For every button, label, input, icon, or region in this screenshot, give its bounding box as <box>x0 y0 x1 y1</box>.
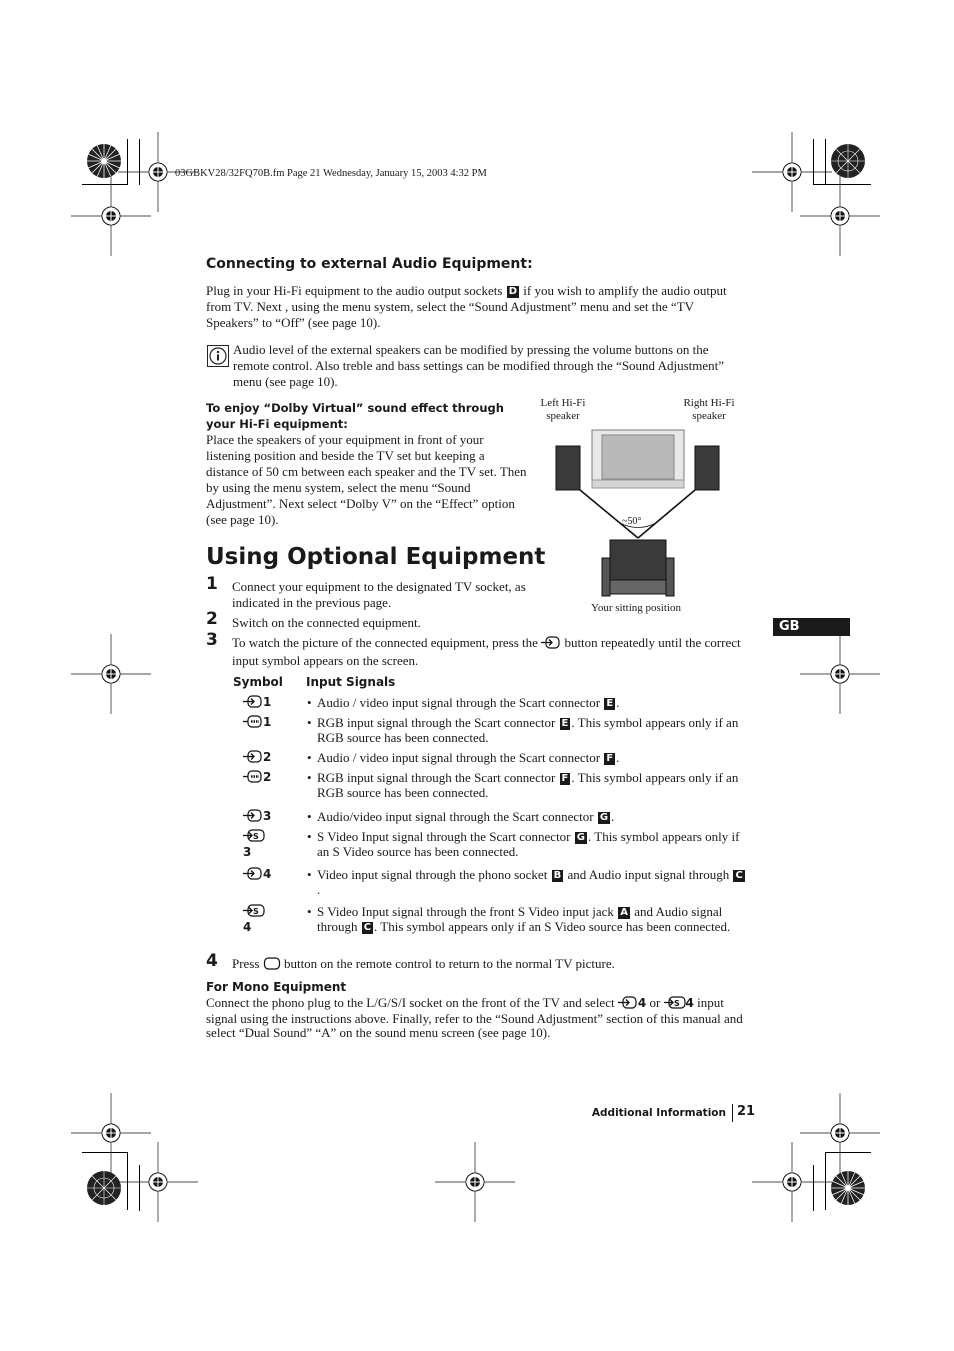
symbol-number: 3 <box>263 809 272 823</box>
symbol-number: 3 <box>243 845 252 859</box>
step-number: 2 <box>206 609 218 629</box>
page-title: Using Optional Equipment <box>206 544 546 570</box>
section-heading: Connecting to external Audio Equipment: <box>206 256 533 272</box>
signal-description: RGB input signal through the Scart connector F . This symbol appears only if an RGB source has been connected. <box>317 770 739 800</box>
input-select-icon <box>541 636 561 653</box>
angle-label: ~50° <box>622 516 642 527</box>
bullet: • <box>307 770 312 785</box>
s-video-input-icon <box>243 904 265 920</box>
info-note: Audio level of the external speakers can be modified by pressing the volume buttons on the remote control. Also treble and bass settings can be modified through the “Sound Adjustment” menu (see page 10). <box>233 342 725 389</box>
bullet: • <box>307 809 312 824</box>
svg-text:S: S <box>253 907 259 916</box>
info-icon <box>207 345 229 372</box>
crosshair-icon <box>71 634 151 719</box>
signal-description: RGB input signal through the Scart connector E . This symbol appears only if an RGB source has been connected. <box>317 715 739 745</box>
av-input-icon <box>243 809 263 825</box>
av-input-icon <box>243 695 263 711</box>
connector-label: E <box>561 718 569 729</box>
signal-description: Audio/video input signal through the Scart connector G . <box>317 809 615 824</box>
footer-section: Additional Information <box>591 1107 726 1119</box>
bullet: • <box>307 750 312 765</box>
dolby-paragraph: Place the speakers of your equipment in front of your listening position and beside the TV set but keeping a distance of 50 cm between each speaker and the TV set. Then by using the menu system, select the menu “Sound Adjustment”. Next select “Dolby V” on the “Effect” option (see page 10). <box>206 432 527 527</box>
step-text: Switch on the connected equipment. <box>232 615 421 630</box>
file-info: 03GBKV28/32FQ70B.fm Page 21 Wednesday, January 15, 2003 4:32 PM <box>175 168 487 179</box>
step-number: 1 <box>206 574 218 594</box>
av-input-icon <box>243 750 263 766</box>
bullet: • <box>307 715 312 730</box>
symbol-number: 1 <box>263 695 272 709</box>
bullet: • <box>307 829 312 844</box>
s-video-input-icon <box>664 996 686 1012</box>
signal-description: Audio / video input signal through the Scart connector E . <box>317 695 620 710</box>
intro-paragraph: Plug in your Hi-Fi equipment to the audio output sockets D if you wish to amplify the audio output from TV. Next , using the menu system, select the “Sound Adjustment” menu and set the “TV Speakers” to “Off” (see page 10). <box>206 283 727 330</box>
svg-text:S: S <box>673 999 680 1008</box>
connector-label: B <box>553 870 562 881</box>
dolby-heading: To enjoy “Dolby Virtual” sound effect through your Hi-Fi equipment: <box>206 401 504 431</box>
crosshair-icon <box>435 1142 515 1227</box>
rgb-input-icon <box>243 770 263 786</box>
symbol-number: 1 <box>263 715 272 729</box>
left-speaker-label: Left Hi-Fi speaker <box>540 397 586 422</box>
step-text: Press button on the remote control to return to the normal TV picture. <box>232 956 746 974</box>
svg-text:S: S <box>253 832 259 841</box>
language-tab: GB <box>773 618 850 636</box>
symbol-number: 4 <box>243 920 252 934</box>
av-input-icon <box>618 996 638 1012</box>
bullet: • <box>307 904 312 919</box>
registration-starburst-icon <box>86 143 122 179</box>
connector-label: E <box>606 698 614 709</box>
registration-starburst-icon <box>830 143 866 179</box>
mono-heading: For Mono Equipment <box>206 980 347 994</box>
bullet: • <box>307 695 312 710</box>
footer-divider <box>732 1104 733 1122</box>
tv-button-icon <box>263 957 281 974</box>
signal-description: S Video Input signal through the front S Video input jack A and Audio signal through C . This symbol appears only if an S Video source has been connected. <box>317 904 731 934</box>
signal-description: Audio / video input signal through the Scart connector F . <box>317 750 620 765</box>
step-text: Connect your equipment to the designated TV socket, as indicated in the previous page. <box>232 579 526 610</box>
socket-label: D <box>508 286 518 297</box>
connector-label: F <box>606 753 614 764</box>
right-speaker-label: Right Hi-Fi speaker <box>683 397 735 422</box>
connector-label: A <box>620 907 628 918</box>
symbol-number: 2 <box>263 770 272 784</box>
connector-label: C <box>735 870 743 881</box>
table-header-symbol: Symbol <box>233 675 283 689</box>
step-number: 4 <box>206 951 218 971</box>
crosshair-icon <box>118 1142 198 1227</box>
connector-label: G <box>599 812 609 823</box>
sitting-position-label: Your sitting position <box>591 602 681 614</box>
symbol-number: 4 <box>263 867 272 881</box>
crosshair-icon <box>800 634 880 719</box>
signal-description: S Video Input signal through the Scart connector G . This symbol appears only if an S Video source has been connected. <box>317 829 740 859</box>
connector-label: F <box>561 773 569 784</box>
rgb-input-icon <box>243 715 263 731</box>
page-number: 21 <box>737 1104 756 1119</box>
bullet: • <box>307 867 312 882</box>
symbol-number: 2 <box>263 750 272 764</box>
step-number: 3 <box>206 630 218 650</box>
mono-paragraph: Connect the phono plug to the L/G/S/I socket on the front of the TV and select 4 or S 4 input signal using the instructions above. Finally, refer to the “Sound Adjustment” section of this manual and select “Dual Sound” “A” on the sound menu screen (see page 10). <box>206 995 743 1040</box>
signal-description: Video input signal through the phono socket B and Audio input signal through C. <box>317 867 743 897</box>
connector-label: G <box>576 832 585 843</box>
crosshair-icon <box>752 1142 832 1227</box>
crosshair-icon <box>800 176 880 261</box>
s-video-input-icon <box>243 829 265 845</box>
step-text: To watch the picture of the connected equipment, press the button repeatedly until the correct input symbol appears on the screen. <box>232 635 741 668</box>
crosshair-icon <box>71 176 151 261</box>
table-header-signals: Input Signals <box>306 675 396 689</box>
av-input-icon <box>243 867 263 883</box>
connector-label: C <box>363 922 372 933</box>
